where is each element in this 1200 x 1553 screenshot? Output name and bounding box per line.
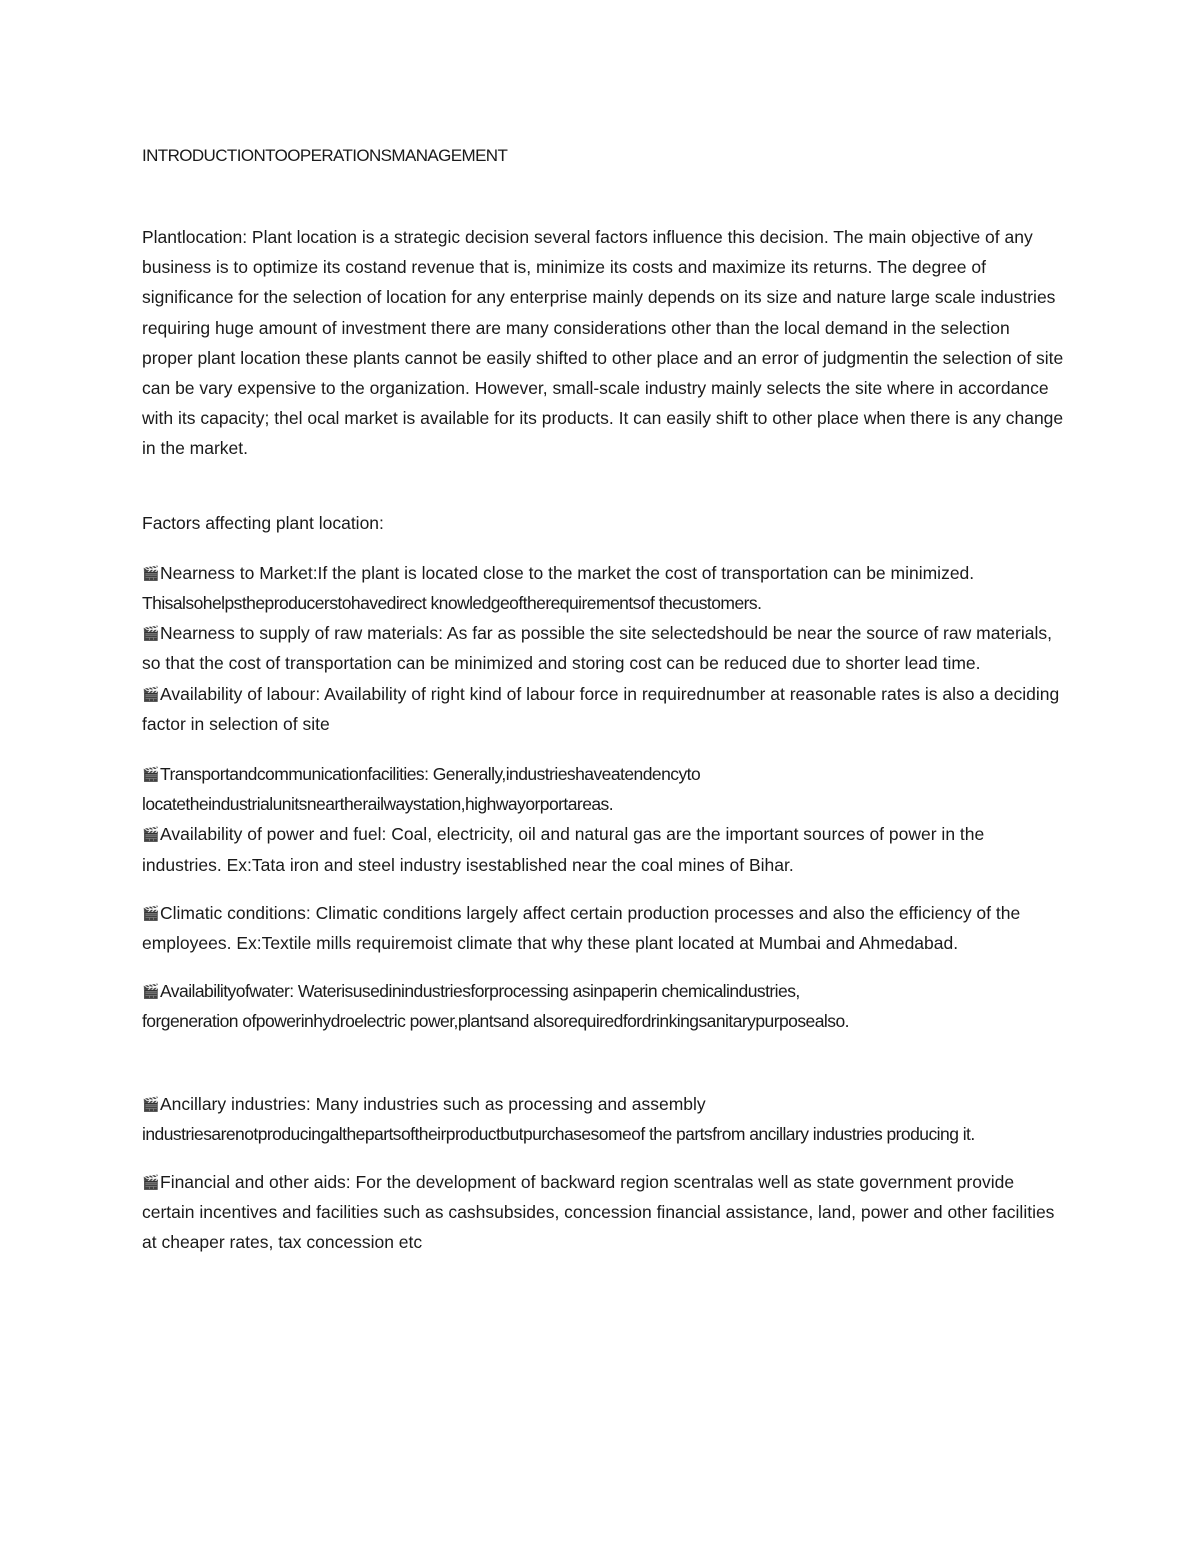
factor-text-condensed: Thisalsohelpstheproducerstohavedirect knowledgeoftherequirementsof thecustomers. [142, 593, 762, 614]
factor-text: Availability of power and fuel: Coal, electricity, oil and natural gas are the important sources of power in the industries. Ex:Tata iron and steel industry isestablished near the coal mines of Bihar. [142, 824, 985, 875]
factor-text: Financial and other aids: For the development of backward region scentralas well as state government provide certain incentives and facilities such as cashsubsides, concession financial assistance, land, power and other facilities at cheaper rates, tax concession etc [142, 1172, 1055, 1253]
clapperboard-icon: 🎬 [142, 983, 160, 1000]
intro-paragraph: Plantlocation: Plant location is a strategic decision several factors influence this decision. The main objective of any business is to optimize its costand revenue that is, minimize its costs and maximize its returns. The degree of significance for the selection of location for any enterprise mainly depends on its size and nature large scale industries requiring huge amount of investment there are many considerations other than the local demand in the selection proper plant location these plants cannot be easily shifted to other place and an error of judgmentin the selection of site can be vary expensive to the organization. However, small-scale industry mainly selects the site where in accordance with its capacity; thel ocal market is available for its products. It can easily shift to other place when there is any change in the market. [142, 227, 1064, 459]
factor-climatic [142, 898, 1064, 958]
clapperboard-icon: 🎬 [142, 625, 160, 642]
factor-text: Availabilityofwater: Waterisusedinindustriesforprocessing asinpaperin chemicalindustries, [160, 981, 800, 1002]
factor-raw-materials [142, 618, 1064, 678]
clapperboard-icon: 🎬 [142, 1174, 160, 1191]
factor-transport [142, 759, 1064, 819]
clapperboard-icon: 🎬 [142, 826, 160, 843]
factor-power-fuel [142, 819, 1064, 879]
document-title: INTRODUCTIONTOOPERATIONSMANAGEMENT [142, 146, 508, 165]
factor-text-condensed: locatetheindustrialunitsneartherailwaystation,highwayorportareas. [142, 794, 614, 815]
factor-labour [142, 679, 1064, 739]
factor-text: Climatic conditions: Climatic conditions largely affect certain production processes and also the efficiency of the employees. Ex:Textile mills requiremoist climate that why these plant located at Mumbai and Ahmedabad. [142, 902, 1021, 954]
factor-water [142, 976, 1064, 1036]
clapperboard-icon: 🎬 [142, 766, 160, 783]
factors-heading: Factors affecting plant location: [142, 512, 384, 533]
factor-text: Ancillary industries: Many industries such as processing and assembly [160, 1093, 706, 1114]
factor-text-condensed: industriesarenotproducingalthepartsoftheirproductbutpurchasesomeof the partsfrom ancillary industries producing it. [142, 1123, 975, 1144]
factor-text-condensed: forgeneration ofpowerinhydroelectric power,plantsand alsorequiredfordrinkingsanitarypurposealso. [142, 1011, 849, 1032]
factor-text: Nearness to Market:If the plant is located close to the market the cost of transportation can be minimized. [160, 562, 975, 583]
factor-text: Transportandcommunicationfacilities: Generally,industrieshaveatendencyto [160, 764, 701, 785]
factor-text: Availability of labour: Availability of right kind of labour force in requirednumber at reasonable rates is also a deciding factor in selection of site [142, 683, 1060, 734]
document-page [142, 143, 1064, 1258]
factor-financial [142, 1167, 1064, 1258]
factor-text: Nearness to supply of raw materials: As far as possible the site selectedshould be near the source of raw materials, so that the cost of transportation can be minimized and storing cost can be reduced due to shorter lead time. [142, 623, 1052, 674]
clapperboard-icon: 🎬 [142, 564, 160, 581]
clapperboard-icon: 🎬 [142, 685, 160, 702]
factor-nearness-to-market [142, 558, 1064, 618]
clapperboard-icon: 🎬 [142, 1095, 160, 1112]
factor-ancillary [142, 1089, 1064, 1149]
clapperboard-icon: 🎬 [142, 904, 160, 921]
